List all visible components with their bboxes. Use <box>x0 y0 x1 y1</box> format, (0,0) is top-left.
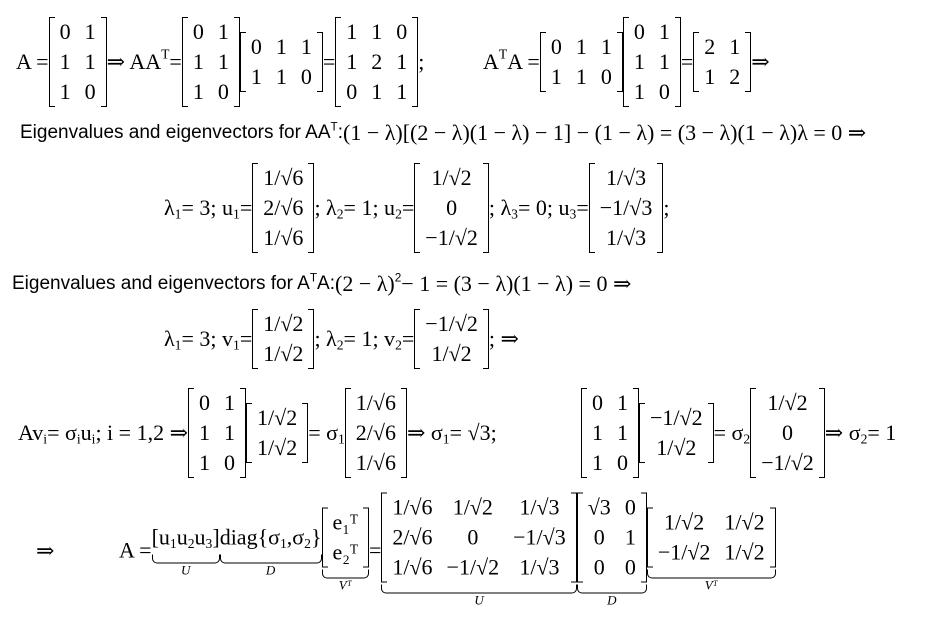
subscript: 1 <box>174 206 182 222</box>
text-run: = 0; u <box>517 195 570 220</box>
text-run: λ <box>164 195 175 220</box>
matrix-cells <box>351 388 401 478</box>
matrix-cell: √3 <box>587 494 611 520</box>
matrix <box>381 493 576 583</box>
text-run: u <box>194 524 206 550</box>
matrix-cells <box>645 403 708 463</box>
matrix <box>589 163 664 253</box>
equation-segment <box>164 309 519 369</box>
matrix-cell: 0 <box>446 195 458 220</box>
matrix-cell: 1/√6 <box>392 494 433 520</box>
text-run: Av <box>18 420 44 445</box>
matrix-cells <box>583 493 641 583</box>
matrix-cell: 0 <box>199 390 211 415</box>
text-run: = <box>239 326 253 351</box>
matrix-cell: 0 <box>192 19 204 44</box>
equation-segment <box>36 536 54 564</box>
subscript: 1 <box>174 337 182 353</box>
superscript: T <box>161 46 170 62</box>
matrix-cell: 1 <box>275 64 287 89</box>
matrix <box>540 32 623 92</box>
matrix-cell: 2/√6 <box>392 524 433 550</box>
underbrace-label: D <box>607 592 617 608</box>
text-run: = <box>322 49 336 74</box>
matrix-cell: 1/√2 <box>724 539 765 565</box>
matrix-cell: 2 <box>371 49 383 74</box>
underbrace-body <box>322 508 369 568</box>
matrix-cell: 1 <box>396 49 408 74</box>
matrix-cell: 0 <box>624 494 636 520</box>
matrix-cells <box>258 309 308 369</box>
equation-line <box>0 390 934 475</box>
text-run: = <box>401 326 415 351</box>
equation-segment <box>20 120 866 146</box>
text-run: u <box>80 420 92 445</box>
matrix-cell: −1/√2 <box>425 225 478 250</box>
matrix-cell: 0 <box>781 420 793 445</box>
matrix-cells <box>258 163 308 253</box>
matrix-cell: 1/√2 <box>724 509 765 535</box>
matrix-cell: 1 <box>250 64 262 89</box>
matrix-cells <box>194 388 240 478</box>
matrix-cell: 1 <box>217 49 229 74</box>
matrix <box>246 403 308 463</box>
matrix-cell: 1/√2 <box>431 165 472 190</box>
matrix <box>252 163 314 253</box>
underbrace-group <box>577 493 647 608</box>
matrix-cell: 1/√6 <box>263 165 304 190</box>
matrix <box>577 493 647 583</box>
subscript: 3 <box>205 536 213 552</box>
subscript: 3 <box>511 206 518 222</box>
matrix-cell: 2/√6 <box>355 420 396 445</box>
matrix-cell: 1/√2 <box>257 405 298 430</box>
text-run: = <box>401 195 415 220</box>
matrix-cell: 1 <box>617 420 628 445</box>
text-run: Eigenvalues and eigenvectors for AA <box>20 122 331 143</box>
matrix <box>750 388 825 478</box>
underbrace-group <box>152 523 220 577</box>
matrix-cell: 1 <box>575 34 587 59</box>
matrix-cell: 0 <box>217 79 229 104</box>
matrix <box>693 32 751 92</box>
text-run: = <box>239 195 253 220</box>
subscript: 1 <box>337 431 345 447</box>
equation-segment <box>581 388 896 478</box>
matrix <box>623 17 681 107</box>
matrix-cell: 0 <box>59 19 71 44</box>
equation-segment <box>12 271 631 297</box>
matrix-cell: 1 <box>633 79 645 104</box>
text-run: ; <box>663 195 670 220</box>
matrix-cell: 1/√6 <box>355 390 396 415</box>
text-run: = <box>368 537 382 562</box>
matrix-cells <box>420 163 483 253</box>
matrix-cell: 1 <box>550 64 562 89</box>
matrix <box>639 403 714 463</box>
underbrace-group <box>220 523 322 577</box>
matrix-cells <box>328 508 363 568</box>
equation-line <box>0 311 934 366</box>
underbrace-group <box>647 508 776 593</box>
matrix-cells <box>387 493 570 583</box>
math-expression: (1 − λ)[(2 − λ)(1 − λ) − 1] − (1 − λ) = (3 − λ)(1 − λ)λ = 0 ⇒ <box>343 120 867 145</box>
matrix-cells <box>756 388 819 478</box>
text-run: = σ <box>713 420 744 445</box>
matrix-cell: 1 <box>217 19 229 44</box>
text-run: A = <box>119 537 152 562</box>
matrix <box>414 163 489 253</box>
text-run: A <box>483 49 499 74</box>
matrix-cell: −1/√3 <box>599 195 653 220</box>
matrix-cells <box>55 17 101 107</box>
text-run: A = <box>16 49 49 74</box>
matrix-cell: 2/√6 <box>263 195 304 220</box>
matrix-cell: 1 <box>192 49 204 74</box>
matrix-cell: 1/√3 <box>519 494 560 520</box>
matrix-cells <box>699 32 745 92</box>
text-run: Eigenvalues and eigenvectors for A <box>12 273 310 294</box>
matrix-cell: 0 <box>346 79 358 104</box>
text-run: : <box>337 122 343 143</box>
matrix-cell: 0 <box>84 79 96 104</box>
matrix-cell: 0 <box>624 554 636 580</box>
matrix-cell: 1/√6 <box>355 450 396 475</box>
subscript: i <box>91 431 96 447</box>
equation-segment <box>18 388 497 478</box>
superscript: 2 <box>394 271 402 285</box>
superscript: T <box>498 46 508 62</box>
matrix-cell: 0 <box>467 524 479 550</box>
matrix <box>647 508 776 568</box>
matrix-cell: 1 <box>192 79 204 104</box>
superscript: T <box>309 271 318 285</box>
equation-line <box>0 165 934 250</box>
underbrace-group <box>322 508 369 593</box>
matrix-cell: 0 <box>250 34 262 59</box>
subscript: 1 <box>442 431 450 447</box>
matrix-cell: 1/√2 <box>656 435 697 460</box>
text-run: [u <box>151 524 170 550</box>
matrix-cell: 0 <box>658 79 670 104</box>
matrix-cells <box>246 32 317 92</box>
text-run: = σ <box>47 420 77 445</box>
subscript: 2 <box>336 337 344 353</box>
matrix-cell: 1 <box>224 420 236 445</box>
matrix-cells <box>420 309 483 369</box>
underbrace-body <box>220 523 322 552</box>
subscript: 2 <box>187 536 195 552</box>
underbrace-group <box>381 493 576 608</box>
matrix-cell: 1 <box>658 19 670 44</box>
matrix-cell: 0 <box>593 524 605 550</box>
matrix-cell: 1 <box>346 19 358 44</box>
underbrace-body <box>647 508 776 568</box>
text-run: A = <box>507 49 540 74</box>
matrix-cells <box>188 17 234 107</box>
math-expression: (2 − λ) <box>335 271 395 296</box>
text-run: = <box>576 195 589 220</box>
matrix <box>240 32 323 92</box>
subscript: 1 <box>233 206 240 222</box>
matrix <box>345 388 407 478</box>
matrix <box>49 17 107 107</box>
matrix-cell: 1 <box>59 49 71 74</box>
underbrace-label: U <box>180 562 191 578</box>
text-run: ⇒ σ <box>824 420 861 445</box>
matrix-cell: 1 <box>704 64 716 89</box>
subscript: 1 <box>233 337 240 353</box>
text-run: ; λ <box>314 326 337 351</box>
matrix-cell: 1 <box>224 390 236 415</box>
matrix-cell: 0 <box>600 64 612 89</box>
underbrace-body <box>381 493 576 583</box>
text-run: λ <box>164 326 175 351</box>
matrix-cell: 1 <box>300 34 312 59</box>
matrix-cell: 0 <box>300 64 312 89</box>
text-run: = 3; u <box>181 195 234 220</box>
equation-segment <box>119 493 776 608</box>
equation-segment <box>483 17 770 107</box>
matrix-cell: 1/√2 <box>263 311 304 336</box>
matrix-cell: 0 <box>592 390 603 415</box>
superscript: T <box>330 120 338 134</box>
text-run: = <box>169 49 182 74</box>
matrix-cell: −1/√2 <box>761 450 814 475</box>
matrix-cell: 1/√2 <box>767 390 808 415</box>
text-run: A: <box>317 273 335 294</box>
matrix <box>414 309 489 369</box>
matrix-cells <box>653 508 770 568</box>
matrix-cell: 1/√3 <box>519 554 560 580</box>
underbrace-label: D <box>265 562 276 578</box>
subscript: i <box>76 431 81 447</box>
matrix-cell: 1 <box>396 79 408 104</box>
text-run: = 1 <box>867 420 897 445</box>
text-run: ; ⇒ <box>488 326 519 351</box>
equation-segment <box>164 163 669 253</box>
matrix-cell: 0 <box>633 19 645 44</box>
matrix-cell: −1/√2 <box>446 554 500 580</box>
text-run: = √3; <box>449 420 497 445</box>
text-run: = σ <box>308 420 338 445</box>
matrix-cell: 1 <box>275 34 287 59</box>
matrix-cell: 1 <box>617 390 628 415</box>
matrix <box>335 17 418 107</box>
text-run: ⇒ AA <box>106 49 162 74</box>
text-run: ] <box>212 524 220 550</box>
matrix-cell: 1 <box>199 450 211 475</box>
text-run: ⇒ <box>751 49 770 74</box>
subscript: i <box>43 431 48 447</box>
matrix <box>188 388 246 478</box>
matrix-cell: 1/√6 <box>392 554 433 580</box>
matrix-cell: 1/√6 <box>263 225 304 250</box>
math-expression: diag{σ <box>219 524 280 550</box>
matrix-cell: 1/√2 <box>257 435 298 460</box>
matrix-cell: 0 <box>224 450 236 475</box>
matrix-cell: 1 <box>199 420 211 445</box>
matrix-cell: −1/√2 <box>425 311 478 336</box>
matrix-cell: 1 <box>371 19 383 44</box>
matrix-cells <box>595 163 658 253</box>
text-run: ⇒ <box>36 537 55 563</box>
matrix-cell: 1 <box>371 79 383 104</box>
subscript: 2 <box>336 206 344 222</box>
matrix-cell: 1 <box>592 450 603 475</box>
text-run: ; λ <box>488 195 512 220</box>
text-run: } <box>310 524 322 550</box>
text-run: ; <box>418 49 425 74</box>
subscript: 2 <box>860 431 868 447</box>
subscript: 2 <box>304 536 311 552</box>
matrix <box>581 388 639 478</box>
text-run: = 1; u <box>343 195 396 220</box>
matrix-cells <box>546 32 617 92</box>
matrix-cell: 1 <box>84 49 96 74</box>
matrix-cell: 1/√3 <box>605 165 647 190</box>
matrix-cell: 0 <box>396 19 408 44</box>
matrix-cell: 1 <box>346 49 358 74</box>
text-run: = 1; v <box>343 326 396 351</box>
text-run: ,σ <box>286 524 305 550</box>
matrix-cell: 1/√2 <box>664 509 705 535</box>
matrix-cell: 1 <box>633 49 645 74</box>
subscript: 2 <box>743 431 751 447</box>
matrix-cell: 0 <box>550 34 562 59</box>
matrix-cells <box>341 17 412 107</box>
matrix-cell: 1 <box>658 49 670 74</box>
subscript: 2 <box>395 206 402 222</box>
math-expression: − 1 = (3 − λ)(1 − λ) = 0 ⇒ <box>401 271 632 296</box>
matrix-cell: 0 <box>617 450 628 475</box>
matrix-cell: −1/√2 <box>650 405 703 430</box>
text-run: ⇒ σ <box>406 420 443 445</box>
matrix <box>322 508 369 568</box>
matrix-cell: 1 <box>84 19 96 44</box>
underbrace-label: U <box>474 592 484 608</box>
subscript: 1 <box>279 536 287 552</box>
matrix-cell: e₁ᵀ <box>332 509 358 535</box>
matrix-cell: −1/√2 <box>657 539 711 565</box>
matrix-cell: 1 <box>600 34 612 59</box>
matrix <box>252 309 314 369</box>
text-run: ; λ <box>314 195 337 220</box>
subscript: 3 <box>569 206 577 222</box>
matrix-cells <box>629 17 675 107</box>
underbrace-body <box>152 523 220 552</box>
matrix-cell: 1 <box>624 524 636 550</box>
matrix-cell: 1 <box>59 79 71 104</box>
underbrace-label: Vᵀ <box>338 577 352 593</box>
text-run: = 3; v <box>181 326 234 351</box>
underbrace-body <box>577 493 647 583</box>
matrix-cell: 1 <box>592 420 603 445</box>
matrix-cell: 2 <box>704 34 716 59</box>
matrix-cells <box>252 403 302 463</box>
matrix-cell: 1/√2 <box>452 494 493 520</box>
matrix-cell: 1/√2 <box>263 341 304 366</box>
text-run: u <box>176 524 188 550</box>
matrix-cell: 1 <box>729 34 741 59</box>
matrix-cell: 1/√3 <box>605 225 647 250</box>
underbrace-label: Vᵀ <box>704 577 718 593</box>
text-run: = <box>680 49 694 74</box>
matrix-cell: 1/√2 <box>431 341 472 366</box>
matrix <box>182 17 240 107</box>
equation-segment <box>16 17 424 107</box>
matrix-cell: 0 <box>593 554 605 580</box>
matrix-cell: 2 <box>729 64 741 89</box>
matrix-cells <box>587 388 633 478</box>
matrix-cell: e₂ᵀ <box>332 539 358 565</box>
matrix-cell: 1 <box>575 64 587 89</box>
subscript: 1 <box>169 536 177 552</box>
equation-line <box>0 19 934 104</box>
subscript: 2 <box>395 337 402 353</box>
matrix-cell: −1/√3 <box>513 524 566 550</box>
bracket-right <box>770 508 776 568</box>
text-run: ; i = 1,2 ⇒ <box>95 420 189 445</box>
